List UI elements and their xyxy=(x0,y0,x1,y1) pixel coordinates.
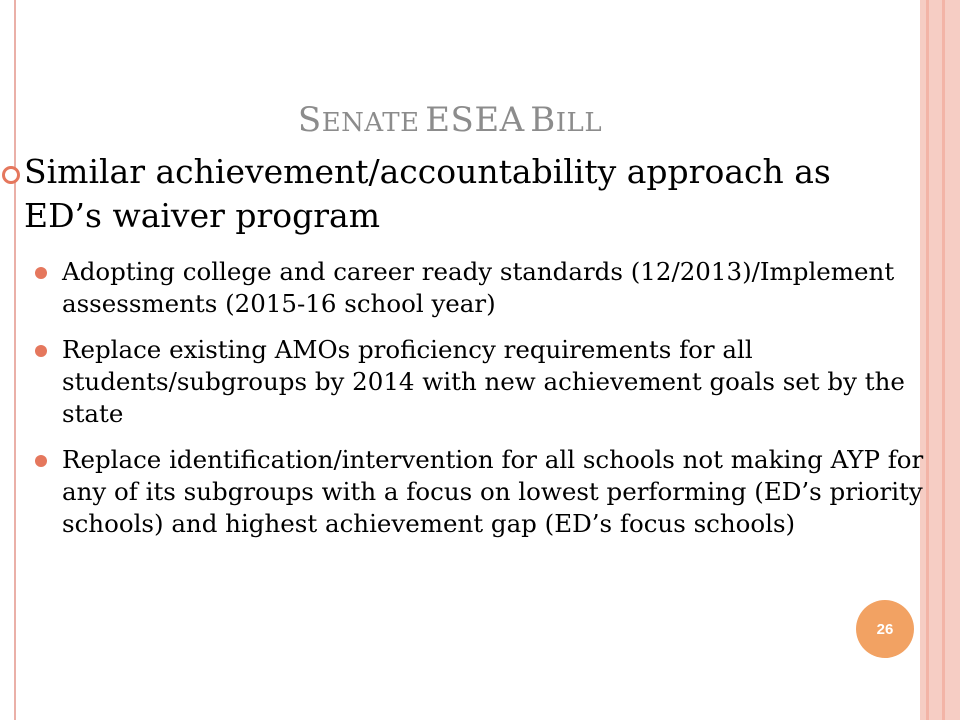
slide-title xyxy=(0,100,900,140)
sub-bullet-text: Adopting college and career ready standards (12/2013)/Implement assessments (2015-16 school year) xyxy=(62,257,895,318)
band-stripe xyxy=(942,0,945,720)
title-smallcaps: ILL xyxy=(555,108,603,138)
sub-bullet-item xyxy=(62,334,942,430)
page-number-badge: 26 xyxy=(856,600,914,658)
title-letter: B xyxy=(530,100,556,140)
bullet-dot-icon xyxy=(35,455,47,467)
main-bullet-text: Similar achievement/accountability approach as ED’s waiver program xyxy=(24,152,831,235)
sub-bullet-item xyxy=(62,444,942,540)
sub-bullet-text: Replace existing AMOs proficiency requirements for all students/subgroups by 2014 with new achievement goals set by the state xyxy=(62,335,905,428)
sub-bullet-item xyxy=(62,256,942,320)
bullet-dot-icon xyxy=(35,267,47,279)
title-word: ESEA xyxy=(425,100,525,140)
main-bullet-ring-icon xyxy=(2,166,20,184)
title-letter: S xyxy=(297,100,322,140)
sub-bullet-list xyxy=(62,256,942,554)
bullet-dot-icon xyxy=(35,345,47,357)
sub-bullet-text: Replace identification/intervention for all schools not making AYP for any of its subgroups with a focus on lowest performing (ED’s priority schools) and highest achievement gap (ED’s focus schools) xyxy=(62,445,924,538)
title-smallcaps: ENATE xyxy=(321,108,420,138)
